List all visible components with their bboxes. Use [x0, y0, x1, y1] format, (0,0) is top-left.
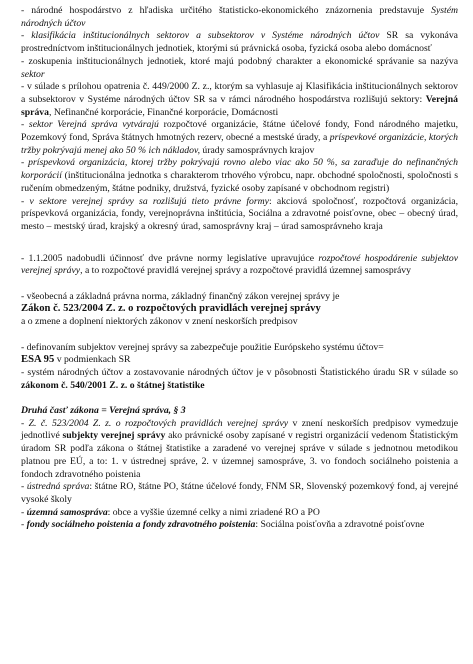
italic-term: Systém národných účtov: [21, 5, 458, 29]
text-run: rozpočtové organizácie, štátne účelové fondy, Fond národného majetku, Pozemkový fond, Správa štátnych hmotných rezerv, obecné a mestské úrady, a: [21, 119, 458, 144]
text-run: (inštitucionálna jednotka s charakterom trhového výrobcu, napr. obchodné spoločnosti, spoločnosti s ručením obmedzeným, štátne podniky, družstvá, fyzické osoby zapísané v obchodnom registri): [21, 170, 458, 194]
paragraph-sector-definition: [21, 56, 458, 81]
paragraph-public-administration-members: [21, 119, 458, 157]
paragraph-legal-norms-2005: [21, 253, 458, 278]
bold-italic-heading: Druhá časť zákona = Verejná správa, § 3: [21, 405, 186, 417]
spacer: [21, 278, 458, 291]
text-run: - definovaním subjektov verejnej správy sa zabezpečuje použitie Európskeho systému účtov=: [21, 341, 384, 353]
paragraph-budget-law: [21, 291, 458, 329]
text-run: ako právnické osoby zapísané v registri organizácií vedenom Štatistickým úradom SR podľa zákona o štátnej štatistike a zaradené vo verejnej správe v súlade s jednotnou metodikou platnou pre EÚ, a to: 1. v ústrednej správe, 2. v územnej samospráve, 3. vo fondoch sociálneho poistenia a fondoch zdravotného poistenia: [21, 430, 458, 480]
italic-term: - príspevková organizácia, ktorej tržby pokrývajú rovno alebo viac ako 50 %, sa zaraďuje do nefinančných korporácií: [21, 157, 458, 182]
paragraph-contributory-organization: [21, 157, 458, 195]
text-run: - v súlade s prílohou opatrenia č. 449/2000 Z. z., ktorým sa vyhlasuje aj Klasifikácia inštitucionálnych sektorov a subsektorov v Systéme národných účtov SR sa v rámci národného hospodárstva rozlišujú sektory:: [21, 81, 458, 105]
italic-term: - klasifikácia inštitucionálnych sektorov a subsektorov v Systéme národných účtov: [21, 30, 380, 42]
text-run: v podmienkach SR: [54, 354, 131, 366]
bold-term: ESA 95: [21, 354, 55, 366]
paragraph-central-administration: [21, 481, 458, 506]
italic-term: ústredná správa: [26, 481, 90, 493]
text-run: v znení neskorších predpisov vymedzuje jednotlivé: [21, 417, 458, 442]
text-run: : štátne RO, štátne PO, štátne účelové fondy, FNM SR, Slovenský pozemkový fond, aj verejné vysoké školy: [21, 481, 458, 505]
bold-term: subjekty verejnej správy: [62, 430, 166, 442]
paragraph-territorial-self-government: [21, 507, 458, 520]
bold-law-title: zákonom č. 540/2001 Z. z. o štátnej štatistike: [21, 379, 205, 391]
spacer: [21, 392, 458, 405]
text-run: úrady samosprávnych krajov: [200, 144, 315, 156]
paragraph-sectors-list: [21, 81, 458, 119]
paragraph-esa95: [21, 342, 458, 367]
paragraph-insurance-funds: [21, 519, 458, 532]
text-run: - 1.1.2005 nadobudli účinnosť dve právne normy legislatíve upravujúce: [21, 252, 319, 264]
spacer: [21, 234, 458, 253]
text-run: : Sociálna poisťovňa a zdravotné poisťovne: [255, 519, 425, 531]
text-run: : obce a vyššie územné celky a nimi zriadené RO a PO: [107, 506, 320, 518]
text-run: , a to rozpočtové pravidlá verejnej správy a rozpočtové pravidlá územnej samosprávy: [80, 265, 411, 277]
text-run: - systém národných účtov a zostavovanie národných účtov je v pôsobnosti Štatistického úradu SR v súlade so: [21, 366, 458, 378]
bold-law-title: Zákon č. 523/2004 Z. z. o rozpočtových pravidlách verejnej správy: [21, 303, 321, 315]
italic-term: príspevkové organizácie, ktorých tržby pokrývajú menej ako 50 % ich nákladov,: [21, 132, 458, 156]
paragraph-statistics-law: [21, 367, 458, 392]
text-run: SR sa vykonáva prostredníctvom inštitucionálnych jednotiek, ktorými sú právnická osoba, fyzická osoba alebo domácnosť: [21, 30, 458, 55]
spacer: [21, 329, 458, 342]
text-run: a o zmene a doplnení niektorých zákonov v znení neskorších predpisov: [21, 316, 298, 328]
text-run: - národné hospodárstvo z hľadiska určitého štatisticko-ekonomického znázornenia predstavuje: [21, 5, 432, 16]
paragraph-classification: [21, 30, 458, 55]
text-run: -: [21, 519, 27, 531]
italic-term: - sektor Verejná správa vytvárajú: [21, 119, 159, 131]
section-heading: [21, 405, 458, 418]
italic-term: sektor: [21, 68, 45, 80]
italic-term: rozpočtové hospodárenie subjektov verejnej správy: [21, 252, 459, 277]
paragraph-public-entities: [21, 418, 458, 482]
text-run: -: [21, 481, 27, 493]
paragraph-legal-forms: [21, 196, 458, 234]
paragraph-national-economy: [21, 5, 458, 30]
bold-term: Verejná správa: [21, 93, 458, 118]
italic-term: - Z. č. 523/2004 Z. z. o rozpočtových pravidlách verejnej správy: [21, 417, 289, 429]
text-run: , Nefinančné korporácie, Finančné korporácie, Domácnosti: [49, 106, 279, 118]
text-run: -: [21, 506, 27, 518]
text-run: - zoskupenia inštitucionálnych jednotiek, ktoré majú podobný charakter a ekonomické správanie sa nazýva: [21, 55, 458, 67]
text-run: - všeobecná a základná právna norma, základný finančný zákon verejnej správy je: [21, 290, 340, 302]
bold-italic-term: fondy sociálneho poistenia a fondy zdravotného poistenia: [26, 519, 256, 531]
text-run: : akciová spoločnosť, rozpočtová organizácia, príspevková organizácia, fondy, verejnoprávna inštitúcia, Sociálna a zdravotné poisťovne, obec – obecný úrad, mesto – mestský úrad, krajský a okresný úrad, samosprávny kraj – úrad samosprávneho kraja: [21, 195, 458, 232]
bold-italic-term: územná samospráva: [26, 506, 108, 518]
italic-term: - v sektore verejnej správy sa rozlišujú tieto právne formy: [21, 195, 269, 207]
